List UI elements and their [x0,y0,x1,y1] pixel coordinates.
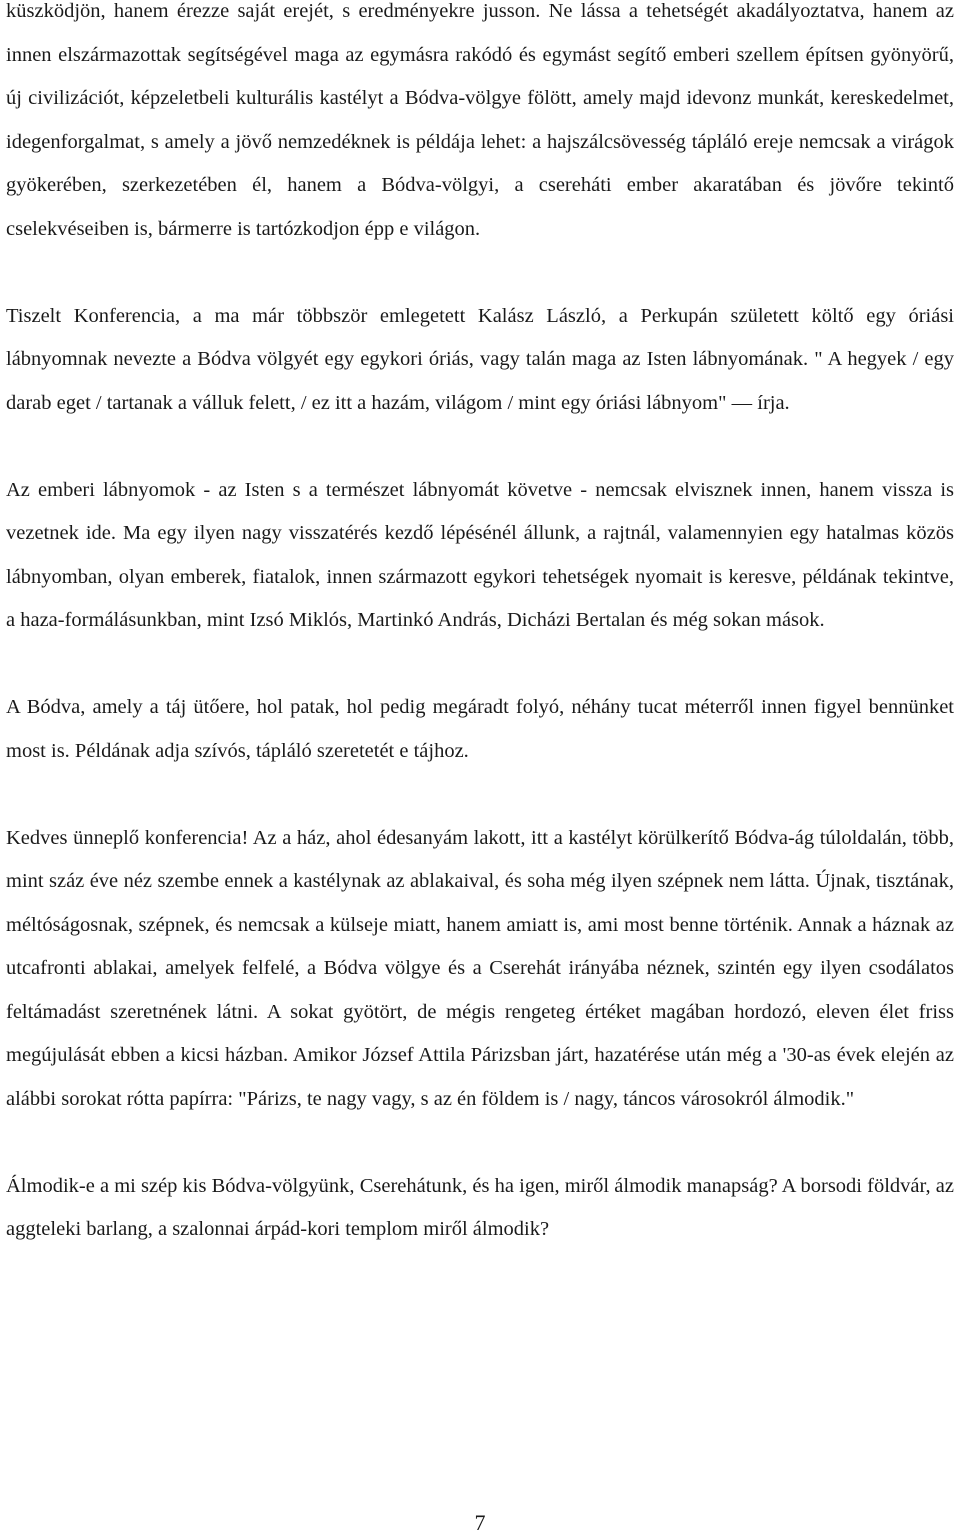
paragraph-4: A Bódva, amely a táj ütőere, hol patak, hol pedig megáradt folyó, néhány tucat méterről innen figyel bennünket most is. Példának adja szívós, tápláló szeretetét e tájhoz. [6,696,954,762]
paragraph-6: Álmodik-e a mi szép kis Bódva-völgyünk, Cserehátunk, és ha igen, miről álmodik manapság? A borsodi földvár, az aggteleki barlang, a szalonnai árpád-kori templom miről álmodik? [6,1174,954,1240]
paragraph-1: küszködjön, hanem érezze saját erejét, s eredményekre jusson. Ne lássa a tehetségét akadályoztatva, hanem az innen elszármazottak segítségével maga az egymásra rakódó és egymást segítő emberi szellem építsen gyönyörű, új civilizációt, képzeletbeli kulturális kastélyt a Bódva-völgye fölött, amely majd idevonz munkát, kereskedelmet, idegenforgalmat, s amely a jövő nemzedéknek is példája lehet: a hajszálcsövesség tápláló ereje nemcsak a virágok gyökerében, szerkezetében él, hanem a Bódva-völgyi, a csereháti ember akaratában és jövőre tekintő cselekvéseiben is, bármerre is tartózkodjon épp e világon. [6,0,954,240]
paragraph-spacer [6,773,954,817]
document-page [6,0,954,1252]
paragraph-2: Tiszelt Konferencia, a ma már többször emlegetett Kalász László, a Perkupán született költő egy óriási lábnyomnak nevezte a Bódva völgyét egy egykori óriás, vagy talán maga az Isten lábnyomának. " A hegyek / egy darab eget / tartanak a válluk felett, / ez itt a hazám, világom / mint egy óriási lábnyom" ― írja. [6,304,954,414]
paragraph-spacer [6,425,954,469]
page-number: 7 [474,1510,486,1535]
paragraph-spacer [6,251,954,295]
paragraph-spacer [6,643,954,687]
paragraph-5: Kedves ünneplő konferencia! Az a ház, ahol édesanyám lakott, itt a kastélyt körülkerítő Bódva-ág túloldalán, több, mint száz éve néz szembe ennek a kastélynak az ablakaival, és soha még ilyen szépnek nem látta. Újnak, tisztának, méltóságosnak, szépnek, és nemcsak a külseje miatt, hanem amiatt is, ami most benne történik. Annak a háznak az utcafronti ablakai, amelyek felfelé, a Bódva völgye és a Cserehát irányába néznek, szintén egy ilyen csodálatos feltámadást szeretnének látni. A sokat gyötört, de mégis rengeteg értéket magában hordozó, eleven élet friss megújulását ebben a kicsi házban. Amikor József Attila Párizsban járt, hazatérése után még a '30-as évek elején az alábbi sorokat rótta papírra: "Párizs, te nagy vagy, s az én földem is / nagy, táncos városokról álmodik." [6,826,954,1110]
paragraph-spacer [6,1121,954,1165]
paragraph-3: Az emberi lábnyomok - az Isten s a természet lábnyomát követve - nemcsak elvisznek innen, hanem vissza is vezetnek ide. Ma egy ilyen nagy visszatérés kezdő lépésénél állunk, a rajtnál, valamennyien egy hatalmas közös lábnyomban, olyan emberek, fiatalok, innen származott egykori tehetségek nyomait is keresve, példának tekintve, a haza-formálásunkban, mint Izsó Miklós, Martinkó András, Dicházi Bertalan és még sokan mások. [6,478,954,631]
